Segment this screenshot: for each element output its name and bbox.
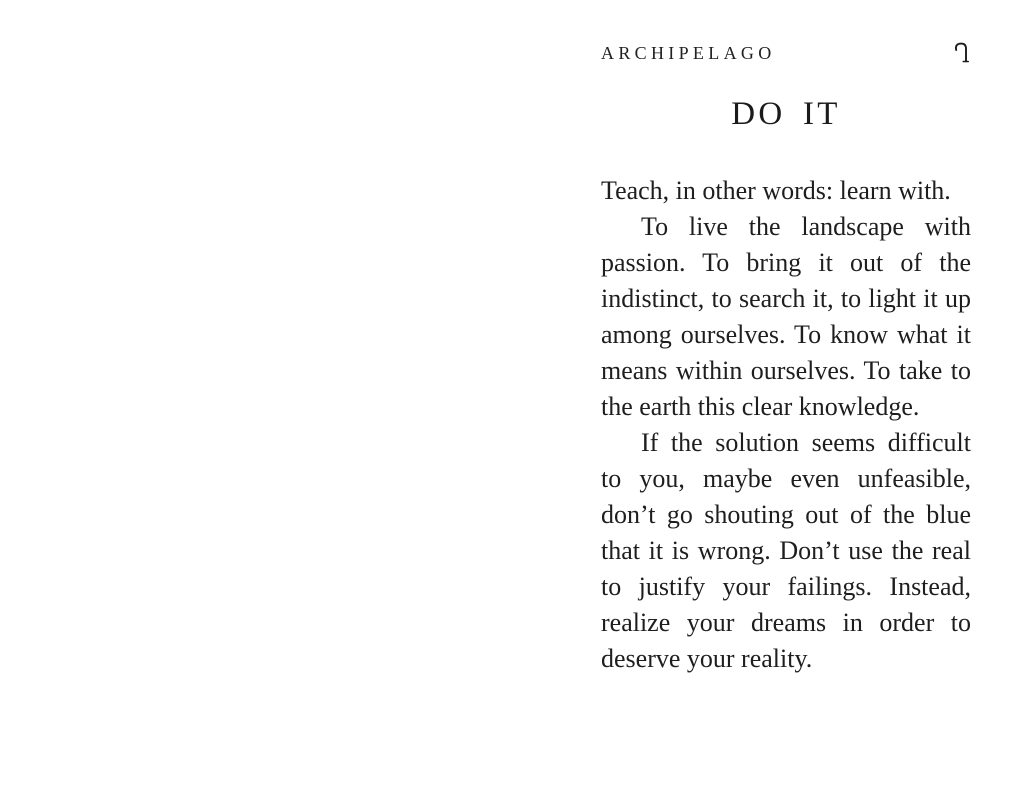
paragraph: To live the landscape with passion. To bring it out of the indistinct, to search it, to light it up among ourselves. To know what it means within ourselves. To take to the earth this clear knowledge. [601, 212, 971, 421]
paragraph: If the solution seems difficult to you, maybe even unfeasible, don’t go shouting out of the blue that it is wrong. Don’t use the real to justify your failings. Instead, realize your dreams in order to deserve your reality. [601, 428, 971, 673]
text-column [601, 0, 971, 677]
running-title: ARCHIPELAGO [601, 43, 776, 63]
running-head [601, 0, 971, 63]
folio-mark-icon [954, 42, 969, 63]
body-text [601, 173, 971, 677]
paragraph: Teach, in other words: learn with. [601, 176, 951, 205]
chapter-title: DO IT [731, 96, 841, 132]
